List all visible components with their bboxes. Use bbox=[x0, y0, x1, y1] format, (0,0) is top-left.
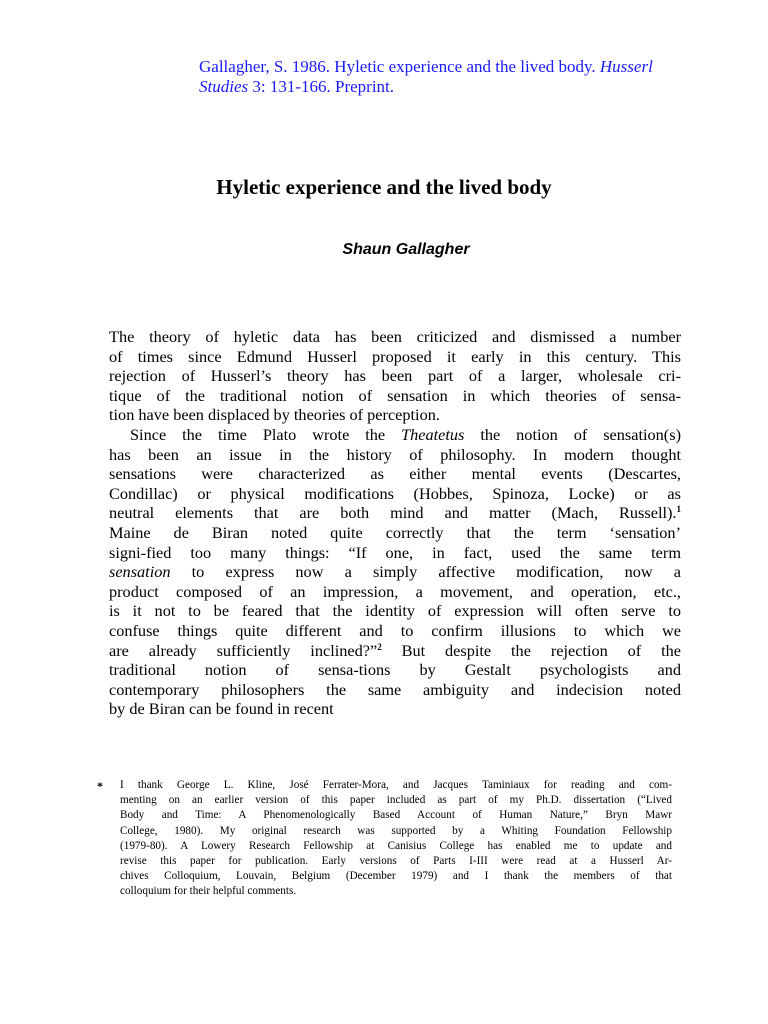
footnote-line: Body and Time: A Phenomenologically Based Account of Human Nature,” Bryn Mawr bbox=[120, 809, 672, 822]
citation-journal-cont: Studies bbox=[199, 77, 249, 96]
footnote-asterisk: * bbox=[97, 779, 103, 793]
body-line: Maine de Biran noted quite correctly that the term ‘sensation’ bbox=[109, 522, 681, 542]
body-line: of times since Edmund Husserl proposed it early in this century. This bbox=[109, 346, 681, 366]
footnote-line: chives Colloquium, Louvain, Belgium (December 1979) and I thank the members of that bbox=[120, 870, 672, 883]
body-line: sensation to express now a simply affective modification, now a bbox=[109, 562, 681, 582]
body-line: Since the time Plato wrote the Theatetus the notion of sensation(s) bbox=[130, 424, 681, 444]
body-line: contemporary philosophers the same ambiguity and indecision noted bbox=[109, 679, 681, 699]
footnote-body bbox=[120, 778, 672, 900]
body-line: signi-fied too many things: “If one, in fact, used the same term bbox=[109, 542, 681, 562]
footnote-line: College, 1980). My original research was supported by a Whiting Foundation Fellowship bbox=[120, 824, 672, 837]
body-line: Condillac) or physical modifications (Hobbes, Spinoza, Locke) or as bbox=[109, 483, 681, 503]
citation-line-2 bbox=[199, 77, 739, 97]
body-line: confuse things quite different and to confirm illusions to which we bbox=[109, 620, 681, 640]
body-line: traditional notion of sensa-tions by Gestalt psychologists and bbox=[109, 660, 681, 680]
citation-preprint-note bbox=[199, 57, 739, 97]
footnote-line: menting on an earlier version of this paper included as part of my Ph.D. dissertation (“Lived bbox=[120, 794, 672, 807]
body-line: product composed of an impression, a movement, and operation, etc., bbox=[109, 581, 681, 601]
body-line: rejection of Husserl’s theory has been part of a larger, wholesale cri- bbox=[109, 366, 681, 386]
paper-author: Shaun Gallagher bbox=[342, 241, 470, 258]
citation-line-1 bbox=[199, 57, 739, 77]
paper-title: Hyletic experience and the lived body bbox=[216, 175, 552, 199]
work-title-theatetus: Theatetus bbox=[401, 424, 465, 444]
body-line: is it not to be feared that the identity of expression will often serve to bbox=[109, 601, 681, 621]
body-line: tique of the traditional notion of sensation in which theories of sensa- bbox=[109, 385, 681, 405]
body-line: are already sufficiently inclined?”$^2$ But despite the rejection of the bbox=[109, 640, 682, 660]
footnote-acknowledgments bbox=[97, 778, 672, 900]
footnote-ref-1: 1 bbox=[676, 504, 681, 515]
body-line: by de Biran can be found in recent bbox=[109, 699, 334, 719]
footnote-line: revise this paper for publication. Early versions of Parts I-III were read at a Husserl Ar- bbox=[120, 854, 672, 867]
citation-journal: Husserl bbox=[599, 57, 653, 76]
citation-volume-pages: 3: 131-166. Preprint. bbox=[248, 77, 395, 96]
footnote-line: I thank George L. Kline, José Ferrater-Mora, and Jacques Taminiaux for reading and com- bbox=[120, 779, 672, 791]
body-line: sensations were characterized as either mental events (Descartes, bbox=[109, 464, 681, 484]
footnote-ref-2: 2 bbox=[377, 641, 382, 652]
body-line: has been an issue in the history of philosophy. In modern thought bbox=[109, 444, 681, 464]
footnote-line: colloquium for their helpful comments. bbox=[120, 885, 297, 898]
footnote-line: (1979-80). A Lowery Research Fellowship at Canisius College has enabled me to update and bbox=[120, 839, 672, 852]
emphasis-sensation: sensation bbox=[109, 562, 171, 582]
paper-body bbox=[109, 327, 681, 719]
citation-text: Gallagher, S. 1986. Hyletic experience and the lived body. bbox=[199, 57, 600, 76]
body-line: neutral elements that are both mind and matter (Mach, Russell).$^1$ bbox=[109, 503, 681, 523]
body-line: The theory of hyletic data has been criticized and dismissed a number bbox=[109, 327, 681, 346]
body-line: tion have been displaced by theories of perception. bbox=[109, 405, 440, 425]
